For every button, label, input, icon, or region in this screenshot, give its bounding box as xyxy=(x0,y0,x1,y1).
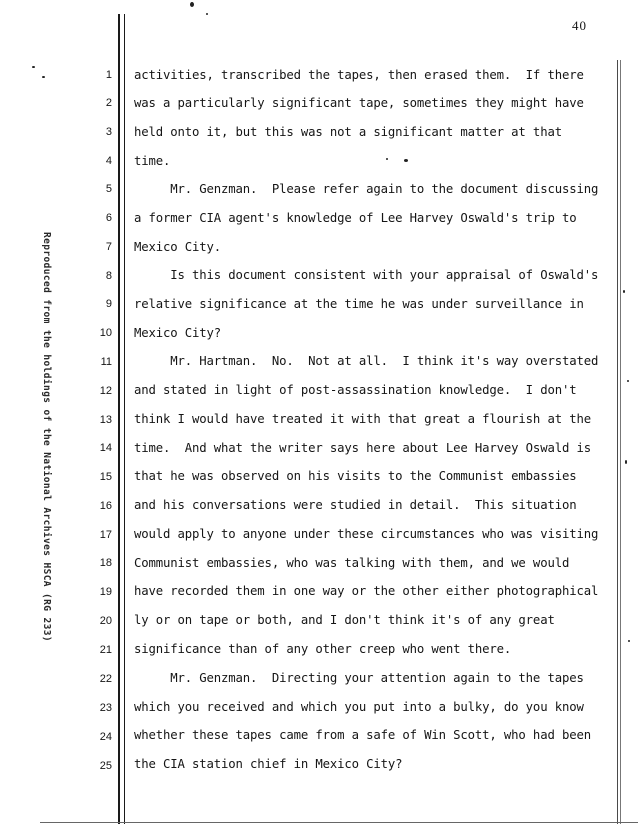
scan-speck xyxy=(190,2,194,7)
transcript-line: time. xyxy=(134,154,171,168)
line-number: 12 xyxy=(99,385,112,397)
line-number: 23 xyxy=(99,702,112,714)
line-number: 24 xyxy=(99,731,112,743)
archive-stamp: Reproduced from the holdings of the National Archives HSCA (RG 233) xyxy=(41,232,52,643)
scan-speck xyxy=(386,158,388,160)
transcript-line: was a particularly significant tape, sometimes they might have xyxy=(134,96,584,110)
transcript-line: Mr. Genzman. Please refer again to the document discussing xyxy=(134,182,599,196)
line-number: 7 xyxy=(105,241,112,253)
transcript-line: relative significance at the time he was under surveillance in xyxy=(134,297,584,311)
line-number: 4 xyxy=(105,155,112,167)
transcript-line: whether these tapes came from a safe of Win Scott, who had been xyxy=(134,728,591,742)
line-number: 6 xyxy=(105,212,112,224)
transcript-line: would apply to anyone under these circumstances who was visiting xyxy=(134,527,599,541)
line-number: 14 xyxy=(99,442,112,454)
transcript-line: a former CIA agent's knowledge of Lee Harvey Oswald's trip to xyxy=(134,211,577,225)
scan-speck xyxy=(42,76,45,78)
right-margin-rule xyxy=(617,60,618,824)
transcript-line: Mr. Genzman. Directing your attention again to the tapes xyxy=(134,671,584,685)
scan-speck xyxy=(628,640,630,642)
transcript-line: and stated in light of post-assassination knowledge. I don't xyxy=(134,383,577,397)
line-number: 9 xyxy=(105,298,112,310)
left-margin-rule-inner xyxy=(124,14,125,824)
line-number: 2 xyxy=(105,97,112,109)
line-number: 13 xyxy=(99,414,112,426)
line-number: 16 xyxy=(99,500,112,512)
line-number: 21 xyxy=(99,644,112,656)
left-margin-rule xyxy=(118,14,120,824)
scan-speck xyxy=(404,159,408,162)
line-number: 22 xyxy=(99,673,112,685)
scan-speck xyxy=(625,460,627,464)
line-number: 25 xyxy=(99,760,112,772)
line-number: 11 xyxy=(100,356,112,368)
line-number: 18 xyxy=(99,557,112,569)
page-number: 40 xyxy=(572,18,587,33)
bottom-edge-rule xyxy=(40,822,638,823)
transcript-line: Is this document consistent with your appraisal of Oswald's xyxy=(134,268,599,282)
transcript-line: Mexico City. xyxy=(134,240,222,254)
transcript-line: think I would have treated it with that great a flourish at the xyxy=(134,412,591,426)
transcript-line: ly or on tape or both, and I don't think it's of any great xyxy=(134,613,555,627)
transcript-line: significance than of any other creep who went there. xyxy=(134,642,512,656)
scan-speck xyxy=(623,290,625,293)
transcript-line: Mr. Hartman. No. Not at all. I think it's way overstated xyxy=(134,354,599,368)
transcript-line: which you received and which you put into a bulky, do you know xyxy=(134,700,584,714)
scan-speck xyxy=(32,66,35,68)
transcript-line: held onto it, but this was not a significant matter at that xyxy=(134,125,562,139)
line-number: 17 xyxy=(99,529,112,541)
line-number: 8 xyxy=(105,270,112,282)
transcript-line: and his conversations were studied in detail. This situation xyxy=(134,498,577,512)
line-number: 10 xyxy=(99,327,112,339)
transcript-line: that he was observed on his visits to the Communist embassies xyxy=(134,469,577,483)
transcript-line: activities, transcribed the tapes, then erased them. If there xyxy=(134,68,584,82)
line-number: 15 xyxy=(99,471,112,483)
transcript-line: the CIA station chief in Mexico City? xyxy=(134,757,403,771)
line-number: 20 xyxy=(99,615,112,627)
line-number: 19 xyxy=(99,586,112,598)
scan-speck xyxy=(627,380,629,382)
scan-speck xyxy=(206,13,208,15)
transcript-line: have recorded them in one way or the other either photographical xyxy=(134,584,599,598)
line-number: 1 xyxy=(105,69,112,81)
right-margin-rule-outer xyxy=(620,60,621,824)
transcript-line: Communist embassies, who was talking with them, and we would xyxy=(134,556,570,570)
transcript-line: time. And what the writer says here about Lee Harvey Oswald is xyxy=(134,441,591,455)
line-number: 3 xyxy=(105,126,112,138)
transcript-line: Mexico City? xyxy=(134,326,222,340)
line-number: 5 xyxy=(105,183,112,195)
